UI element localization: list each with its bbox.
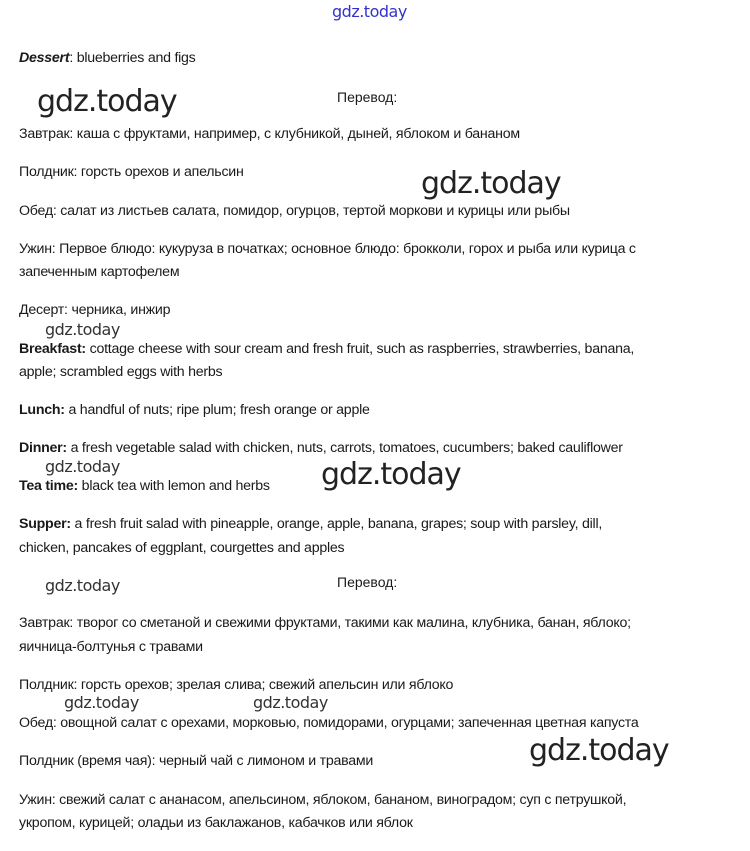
translation-line: Десерт: черника, инжир xyxy=(19,302,171,318)
translation-line: Завтрак: творог со сметаной и свежими фруктами, такими как малина, клубника, банан, яблоко; xyxy=(19,615,631,631)
breakfast-line xyxy=(19,337,634,361)
tea-text: black tea with lemon and herbs xyxy=(77,478,270,494)
translation-line: Обед: овощной салат с орехами, морковью, помидорами, огурцами; запеченная цветная капуста xyxy=(19,715,639,731)
breakfast-label: Breakfast: xyxy=(19,341,86,357)
tea-line xyxy=(19,474,270,498)
dessert-text: : blueberries and figs xyxy=(69,50,196,66)
watermark-top: gdz.today xyxy=(332,2,407,21)
translation-line: яичница-болтунья с травами xyxy=(19,639,203,655)
supper-line xyxy=(19,512,602,536)
translation-line: запеченным картофелем xyxy=(19,264,180,280)
watermark: gdz.today xyxy=(321,457,461,492)
watermark: gdz.today xyxy=(64,693,139,712)
translation-line: Полдник: горсть орехов и апельсин xyxy=(19,164,244,180)
translation-line: Обед: салат из листьев салата, помидор, огурцов, тертой моркови и курицы или рыбы xyxy=(19,203,570,219)
lunch-text: a handful of nuts; ripe plum; fresh orange or apple xyxy=(64,402,370,418)
watermark: gdz.today xyxy=(421,166,561,201)
watermark: gdz.today xyxy=(45,320,120,339)
dinner-text: a fresh vegetable salad with chicken, nuts, carrots, tomatoes, cucumbers; baked cauliflower xyxy=(66,440,623,456)
watermark: gdz.today xyxy=(45,576,120,595)
supper-text: a fresh fruit salad with pineapple, orange, apple, banana, grapes; soup with parsley, dill, xyxy=(70,516,603,532)
translation-line: укропом, курицей; оладьи из баклажанов, кабачков или яблок xyxy=(19,815,413,831)
translation-heading: Перевод: xyxy=(337,89,398,105)
translation-line: Полдник: горсть орехов; зрелая слива; свежий апельсин или яблоко xyxy=(19,677,454,693)
lunch-label: Lunch: xyxy=(19,402,65,418)
supper-label: Supper: xyxy=(19,516,71,532)
breakfast-line-2: apple; scrambled eggs with herbs xyxy=(19,364,223,380)
translation-line: Завтрак: каша с фруктами, например, с клубникой, дыней, яблоком и бананом xyxy=(19,126,520,142)
translation-line: Полдник (время чая): черный чай с лимоном и травами xyxy=(19,753,374,769)
dinner-line xyxy=(19,436,623,460)
dinner-label: Dinner: xyxy=(19,440,67,456)
lunch-line xyxy=(19,398,370,422)
watermark: gdz.today xyxy=(37,84,177,119)
translation-heading: Перевод: xyxy=(337,574,398,590)
supper-line-2: chicken, pancakes of eggplant, courgettes and apples xyxy=(19,540,345,556)
translation-line: Ужин: свежий салат с ананасом, апельсином, яблоком, бананом, виноградом; суп с петрушкой, xyxy=(19,792,627,808)
breakfast-text: cottage cheese with sour cream and fresh fruit, such as raspberries, strawberries, banana, xyxy=(85,341,635,357)
watermark: gdz.today xyxy=(529,733,669,768)
tea-label: Tea time: xyxy=(19,478,78,494)
dessert-label: Dessert xyxy=(19,50,70,66)
dessert-line xyxy=(19,46,196,70)
translation-line: Ужин: Первое блюдо: кукуруза в початках; основное блюдо: брокколи, горох и рыба или курица с xyxy=(19,241,636,257)
watermark: gdz.today xyxy=(45,457,120,476)
watermark: gdz.today xyxy=(253,693,328,712)
